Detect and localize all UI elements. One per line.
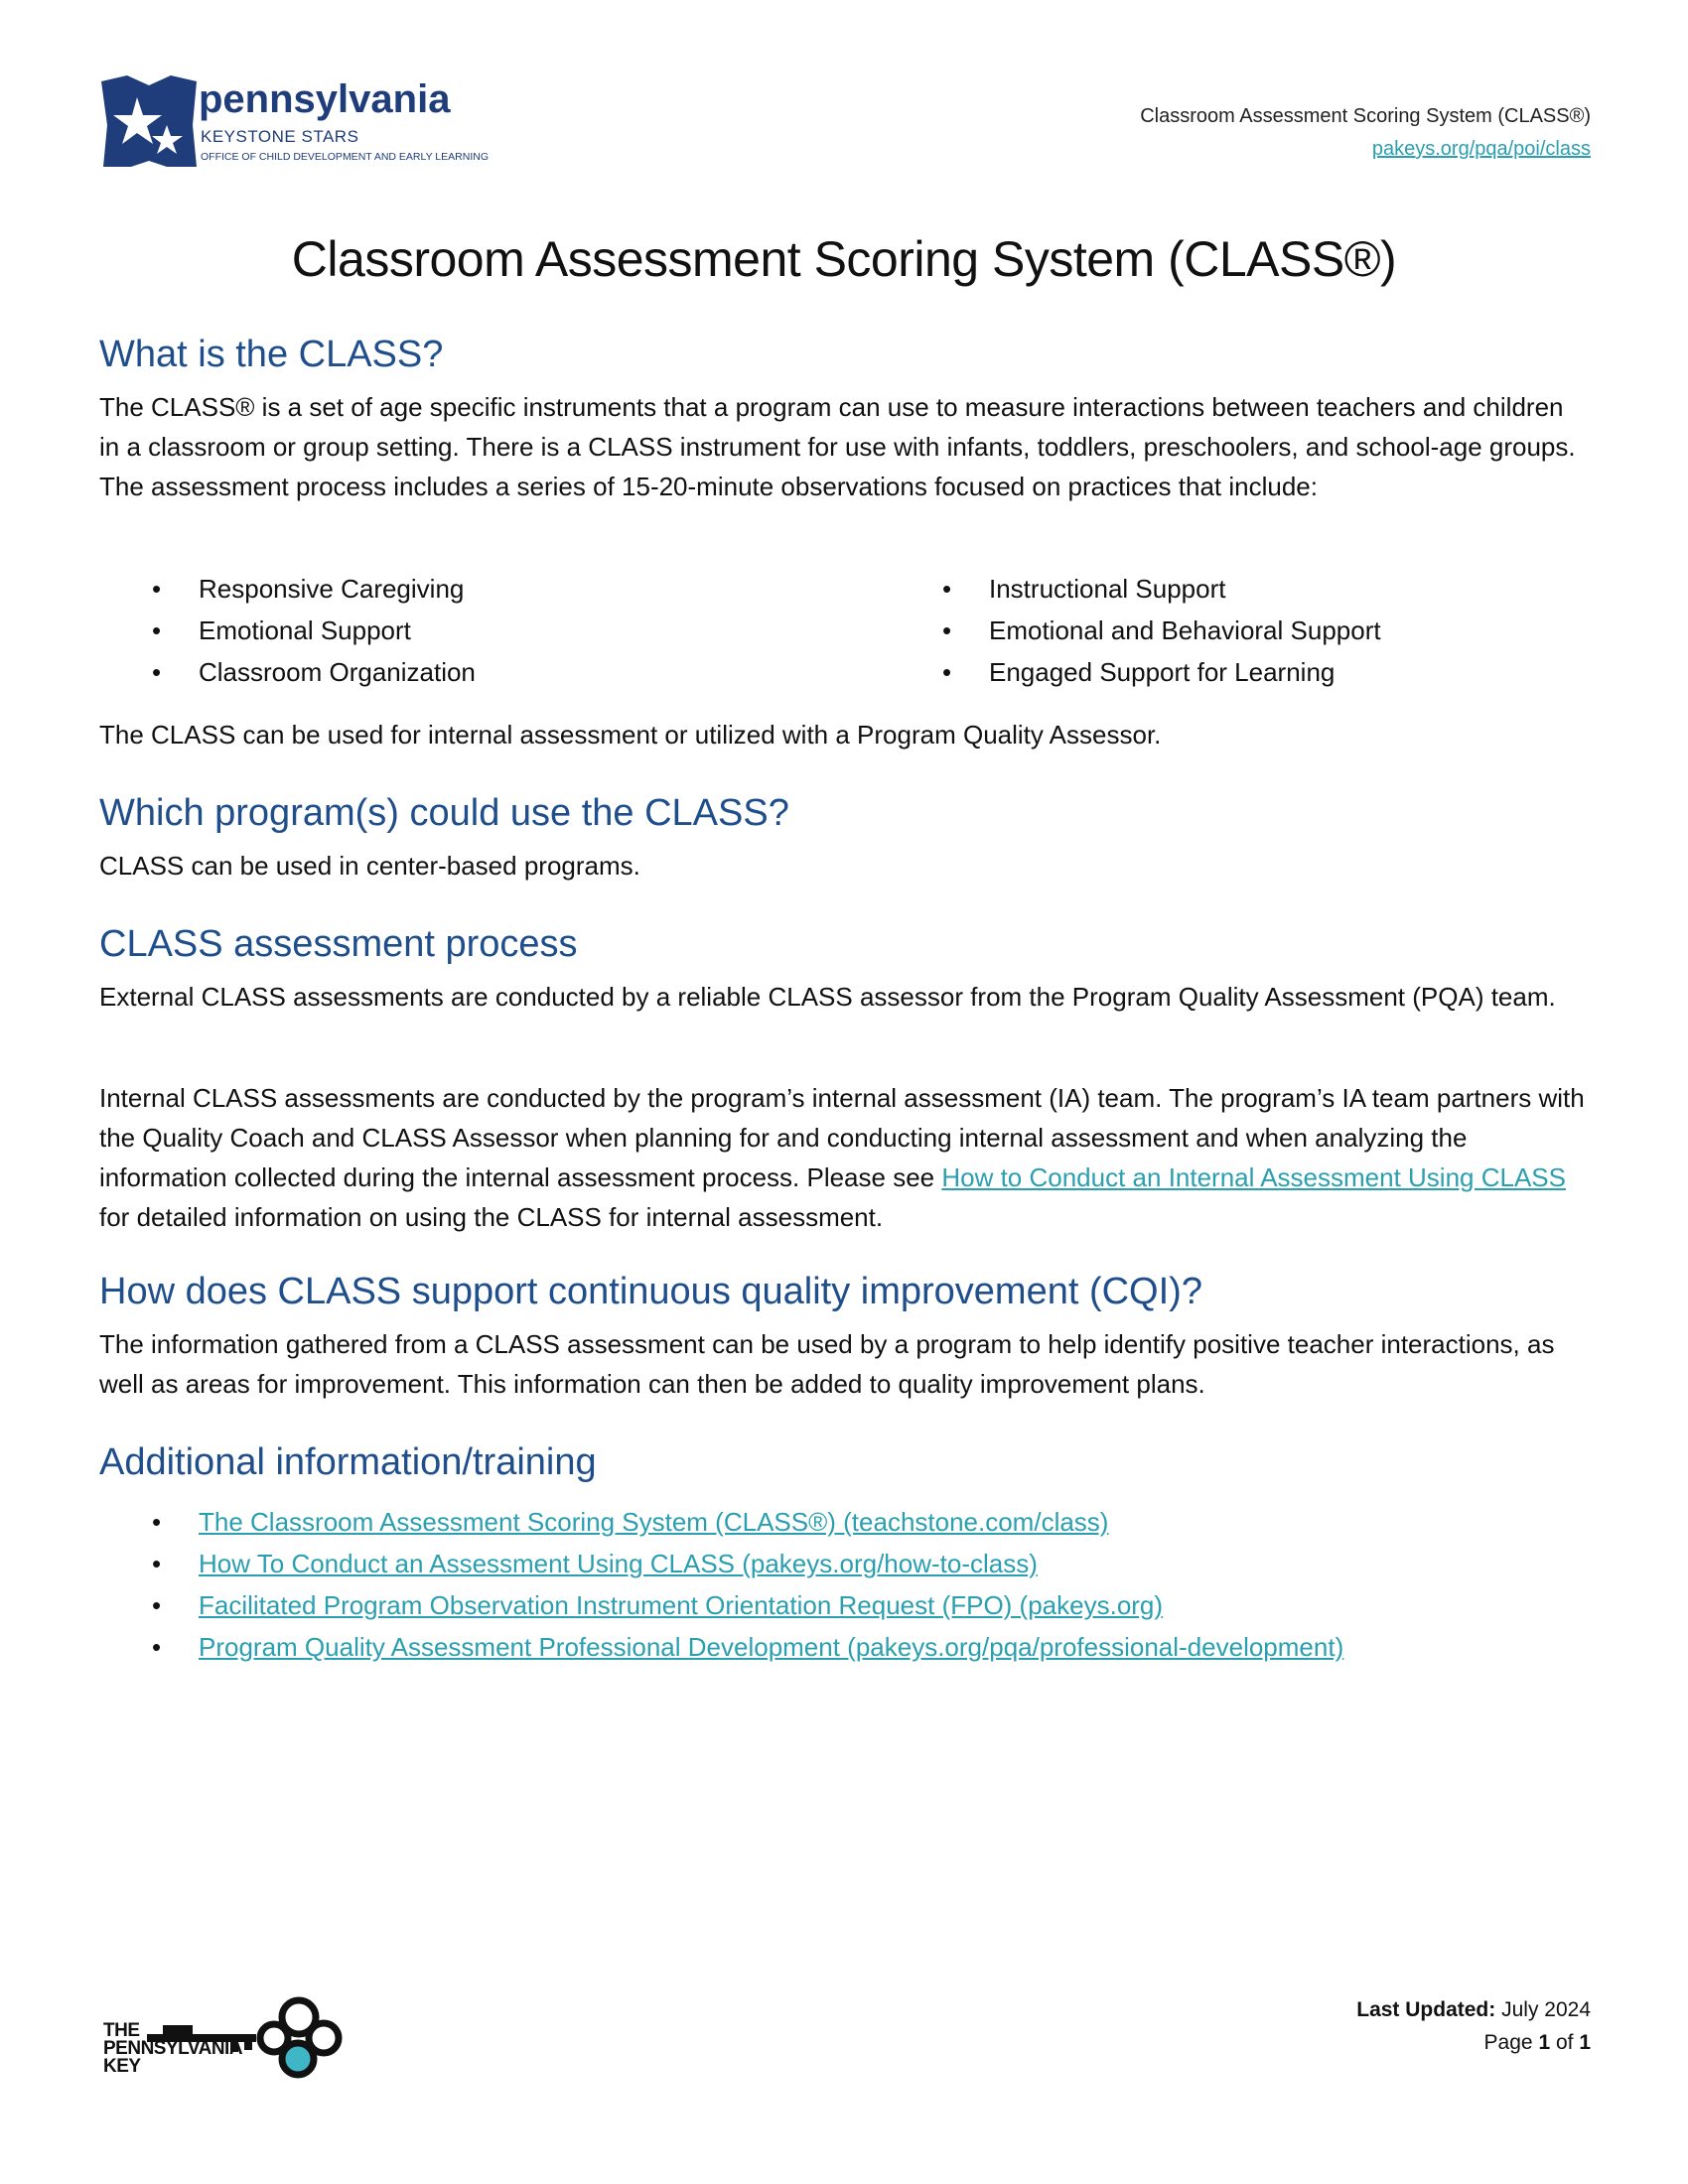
teachstone-link[interactable]: The Classroom Assessment Scoring System (CLASS®) (teachstone.com/class): [199, 1507, 1109, 1537]
footer-info: [1356, 1993, 1591, 2059]
header-info: [1140, 100, 1591, 166]
internal-assessment-link[interactable]: How to Conduct an Internal Assessment Using CLASS: [941, 1162, 1566, 1192]
logo-office: OFFICE OF CHILD DEVELOPMENT AND EARLY LEARNING: [201, 151, 489, 163]
list-item: [152, 1543, 1343, 1584]
list-item: [152, 1626, 1344, 1668]
key-logo-text-key: KEY: [103, 2056, 141, 2077]
what-closing: The CLASS can be used for internal assessment or utilized with a Program Quality Assessor.: [99, 720, 1162, 750]
bullet-dot-icon: •: [152, 1507, 162, 1537]
list-item: • Instructional Support: [989, 568, 1381, 610]
logo-wordmark: pennsylvania: [199, 77, 451, 121]
practices-list-right: [942, 568, 1381, 693]
header-url-link[interactable]: pakeys.org/pqa/poi/class: [1371, 138, 1591, 160]
bullet-dot-icon: •: [152, 615, 162, 645]
key-logo-text-pennsylvania: PENNSYLVANIA: [103, 2038, 243, 2059]
how-to-class-link[interactable]: How To Conduct an Assessment Using CLASS (pakeys.org/how-to-class): [199, 1549, 1038, 1578]
bullet-dot-icon: •: [152, 1549, 162, 1578]
which-paragraph: CLASS can be used in center-based programs.: [99, 851, 640, 881]
list-item: • Emotional and Behavioral Support: [989, 610, 1381, 651]
list-item: [152, 1501, 1343, 1543]
list-item: • Engaged Support for Learning: [989, 651, 1381, 693]
pqa-pd-link[interactable]: Program Quality Assessment Professional Development (pakeys.org/pqa/professional-development): [199, 1632, 1344, 1662]
keystone-stars-logo: [97, 75, 489, 175]
page-title: Classroom Assessment Scoring System (CLASS®): [291, 231, 1397, 287]
page-number: Page 1 of 1: [1483, 2031, 1591, 2054]
fpo-request-link[interactable]: Facilitated Program Observation Instrument Orientation Request (FPO) (pakeys.org): [199, 1590, 1164, 1620]
key-logo-text-the: THE: [103, 2020, 140, 2041]
practices-list-left: [152, 568, 476, 693]
cqi-paragraph: The information gathered from a CLASS assessment can be used by a program to help identify positive teacher interactions, as well as areas for improvement. This information can then be added to quality improvement plans.: [99, 1329, 1555, 1399]
bullet-dot-icon: •: [152, 657, 162, 687]
bullet-dot-icon: •: [152, 1590, 162, 1620]
list-item: [152, 1584, 1343, 1626]
bullet-dot-icon: •: [942, 657, 952, 687]
bullet-dot-icon: •: [152, 574, 162, 604]
what-paragraph: The CLASS® is a set of age specific instruments that a program can use to measure interactions between teachers and children in a classroom or group setting. There is a CLASS instrument for use with infants, toddlers, preschoolers, and school-age groups. The assessment process includes a series of 15-20-minute observations focused on practices that include:: [99, 392, 1576, 501]
section-heading-cqi: How does CLASS support continuous quality improvement (CQI)?: [99, 1271, 1202, 1312]
pennsylvania-key-logo: [103, 1989, 352, 2085]
additional-links-list: [152, 1501, 1344, 1668]
section-heading-what: What is the CLASS?: [99, 334, 444, 375]
process-paragraph-2: Internal CLASS assessments are conducted by the program’s internal assessment (IA) team. The program’s IA team partners with the Quality Coach and CLASS Assessor when planning for and conducting internal assessment and when analyzing the information collected during the internal assessment process. Please see How to Conduct an Internal Assessment Using CLASS for detailed information on using the CLASS for internal assessment.: [99, 1083, 1585, 1232]
bullet-dot-icon: •: [942, 615, 952, 645]
bullet-dot-icon: •: [942, 574, 952, 604]
header-doc-title: Classroom Assessment Scoring System (CLASS®): [1140, 105, 1591, 127]
list-item: • Emotional Support: [199, 610, 476, 651]
list-item: • Responsive Caregiving: [199, 568, 476, 610]
section-heading-additional: Additional information/training: [99, 1441, 597, 1483]
bullet-dot-icon: •: [152, 1632, 162, 1662]
process-paragraph-1: External CLASS assessments are conducted by a reliable CLASS assessor from the Program Quality Assessment (PQA) team.: [99, 982, 1556, 1012]
last-updated: Last Updated: July 2024: [1356, 1998, 1591, 2021]
section-heading-which: Which program(s) could use the CLASS?: [99, 792, 789, 834]
list-item: • Classroom Organization: [199, 651, 476, 693]
section-heading-process: CLASS assessment process: [99, 923, 578, 965]
logo-subtitle: KEYSTONE STARS: [201, 127, 359, 146]
keystone-star-logo-icon: [97, 75, 201, 171]
